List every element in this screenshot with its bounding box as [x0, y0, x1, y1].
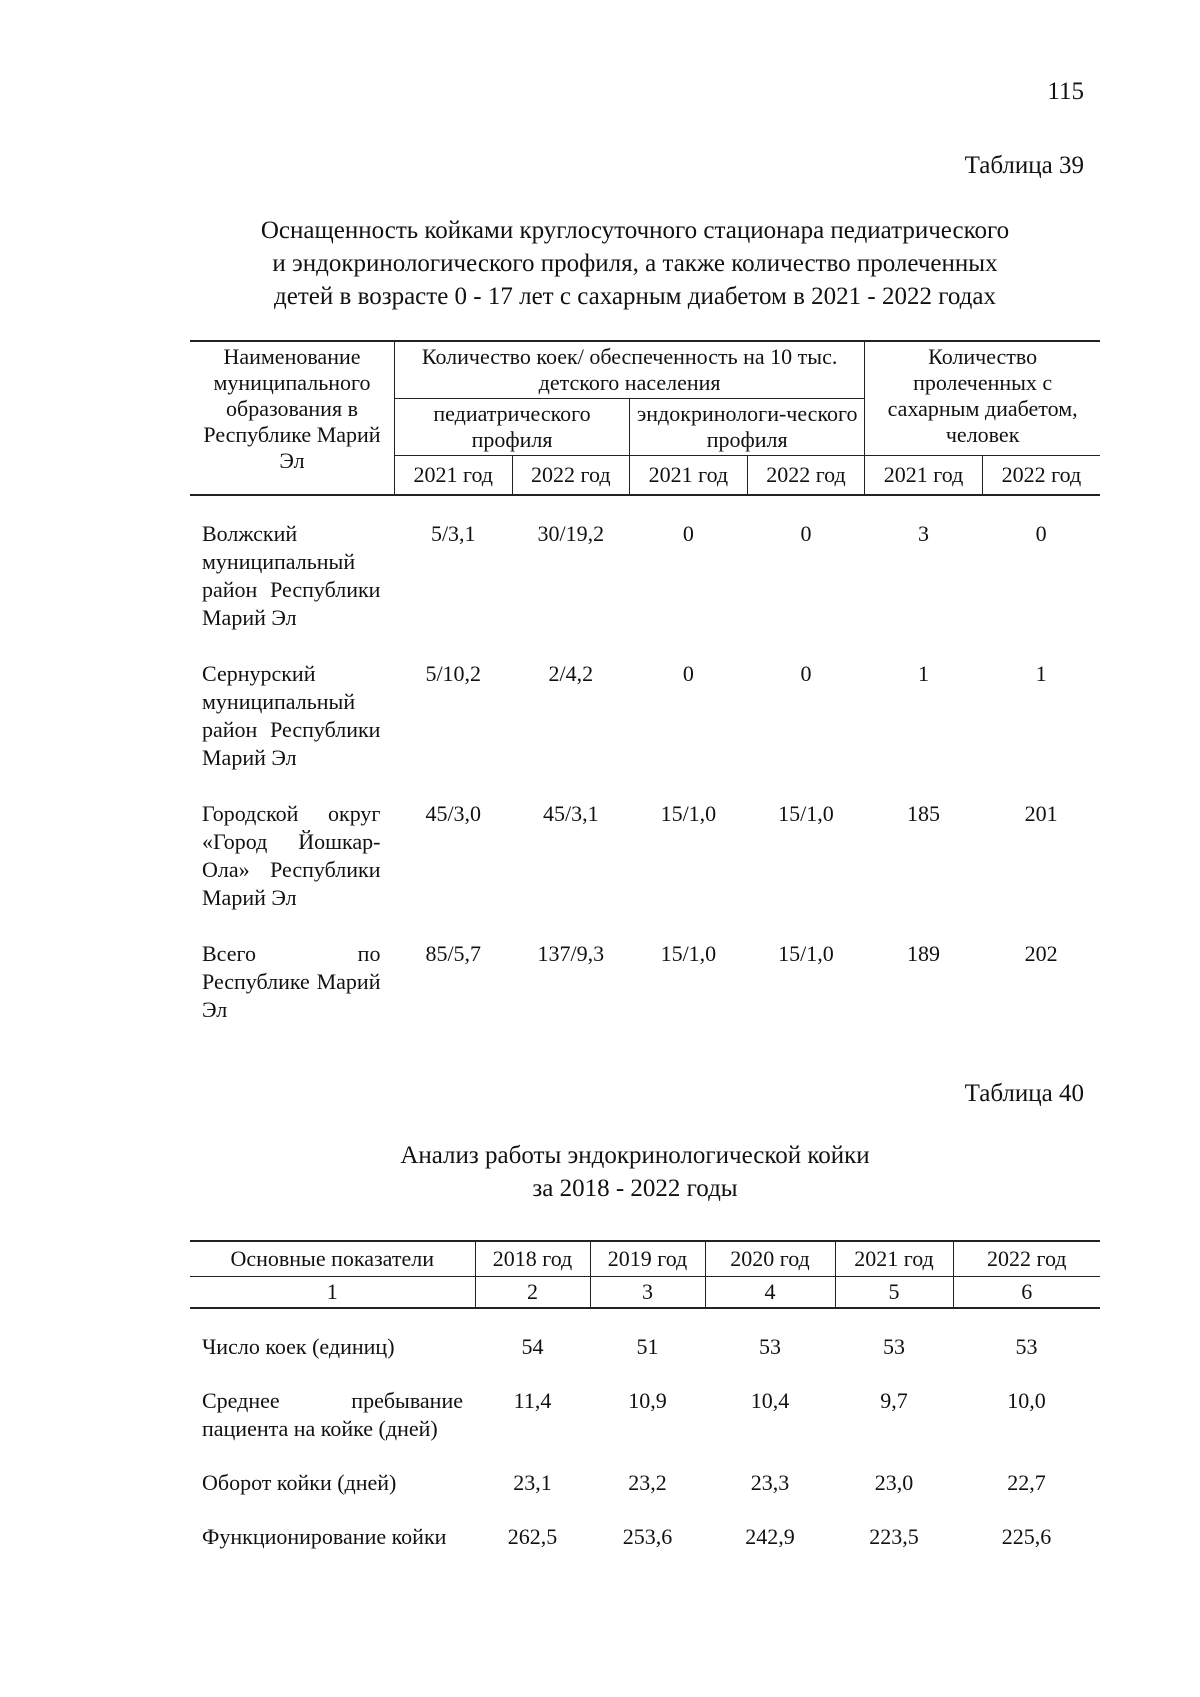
cell-value: 242,9 — [745, 1524, 795, 1549]
column-number: 2 — [475, 1277, 590, 1309]
cell-value: 15/1,0 — [778, 801, 834, 826]
table-39-title-line: и эндокринологического профиля, а также количество пролеченных — [272, 250, 998, 277]
cell-value: 54 — [521, 1334, 544, 1359]
cell-value: 2/4,2 — [548, 661, 594, 686]
cell-value: 0 — [682, 661, 694, 686]
cell-value: 51 — [636, 1334, 659, 1359]
cell-value: 15/1,0 — [778, 941, 834, 966]
row-name: Оборот койки (дней) — [202, 1470, 397, 1495]
cell-value: 5/3,1 — [430, 521, 476, 546]
cell-value: 23,1 — [513, 1470, 552, 1495]
cell-value: 1 — [918, 661, 930, 686]
header-year: 2020 год — [705, 1241, 835, 1277]
row-name: Сернурский муниципальный район Республики Марий Эл — [202, 661, 381, 770]
cell-value: 85/5,7 — [425, 941, 482, 966]
cell-value: 0 — [800, 521, 812, 546]
header-year: 2021 год — [394, 456, 512, 496]
row-name: Число коек (единиц) — [202, 1334, 395, 1359]
cell-value: 223,5 — [869, 1524, 919, 1549]
column-number: 4 — [705, 1277, 835, 1309]
header-pediatric-profile: педиатрического профиля — [394, 399, 629, 456]
cell-value: 10,4 — [750, 1388, 790, 1413]
table-row — [190, 1387, 1100, 1469]
table-row-total — [190, 940, 1100, 1052]
header-bed-count: Количество коек/ обеспеченность на 10 тыс. детского населения — [394, 341, 864, 399]
cell-value: 15/1,0 — [660, 941, 717, 966]
cell-value: 53 — [1015, 1334, 1038, 1359]
table-39-title-line: детей в возрасте 0 - 17 лет с сахарным диабетом в 2021 - 2022 годах — [274, 283, 996, 310]
row-name: Городской округ «Город Йошкар-Ола» Республики Марий Эл — [202, 801, 381, 910]
header-year: 2022 год — [953, 1241, 1100, 1277]
cell-value: 0 — [1035, 521, 1047, 546]
header-treated-count: Количество пролеченных с сахарным диабетом, человек — [865, 341, 1100, 456]
table-39-title-line: Оснащенность койками круглосуточного стационара педиатрического — [260, 217, 1010, 244]
cell-value: 23,2 — [628, 1470, 667, 1495]
table-40-title-line: Анализ работы эндокринологической койки — [400, 1142, 870, 1169]
table-39-label: Таблица 39 — [964, 152, 1084, 179]
header-year: 2018 год — [475, 1241, 590, 1277]
table-40-label: Таблица 40 — [964, 1080, 1084, 1107]
cell-value: 53 — [759, 1334, 781, 1359]
header-year: 2021 год — [835, 1241, 953, 1277]
table-40-title-line: за 2018 - 2022 годы — [532, 1175, 738, 1202]
cell-value: 15/1,0 — [660, 801, 717, 826]
header-year: 2021 год — [630, 456, 748, 496]
header-year: 2021 год — [865, 456, 983, 496]
cell-value: 189 — [907, 941, 941, 966]
table-39 — [190, 340, 1100, 1052]
header-municipality: Наименование муниципального образования в Республике Марий Эл — [190, 341, 394, 495]
header-indicators: Основные показатели — [190, 1241, 475, 1277]
cell-value: 201 — [1024, 801, 1058, 826]
table-row — [190, 660, 1100, 800]
table-row — [190, 800, 1100, 940]
table-row — [190, 1333, 1100, 1387]
cell-value: 0 — [682, 521, 694, 546]
cell-value: 23,0 — [874, 1470, 914, 1495]
table-row — [190, 1523, 1100, 1577]
cell-value: 45/3,0 — [425, 801, 482, 826]
cell-value: 11,4 — [513, 1388, 552, 1413]
cell-value: 225,6 — [1001, 1524, 1052, 1549]
header-endocrine-profile: эндокринологи-ческого профиля — [630, 399, 865, 456]
header-year: 2022 год — [982, 456, 1100, 496]
header-year: 2022 год — [512, 456, 630, 496]
cell-value: 23,3 — [750, 1470, 790, 1495]
cell-value: 5/10,2 — [425, 661, 482, 686]
row-name: Среднее пребывание пациента на койке (дней) — [202, 1388, 463, 1441]
row-name: Всего по Республике Марий Эл — [202, 941, 381, 1022]
cell-value: 1 — [1035, 661, 1047, 686]
column-number: 6 — [953, 1277, 1100, 1309]
cell-value: 3 — [918, 521, 930, 546]
row-name: Функционирование койки — [202, 1524, 447, 1549]
cell-value: 22,7 — [1007, 1470, 1046, 1495]
row-name: Волжский муниципальный район Республики Марий Эл — [202, 521, 381, 630]
cell-value: 137/9,3 — [537, 941, 605, 966]
cell-value: 9,7 — [880, 1388, 908, 1413]
table-39-title — [190, 214, 1080, 313]
cell-value: 53 — [883, 1334, 905, 1359]
table-row — [190, 1469, 1100, 1523]
cell-value: 0 — [800, 661, 812, 686]
cell-value: 10,9 — [628, 1388, 667, 1413]
page-number: 115 — [1047, 78, 1084, 105]
header-year: 2022 год — [747, 456, 865, 496]
column-number: 1 — [190, 1277, 475, 1309]
cell-value: 45/3,1 — [543, 801, 599, 826]
table-40 — [190, 1240, 1100, 1577]
column-number: 3 — [590, 1277, 705, 1309]
cell-value: 262,5 — [507, 1524, 558, 1549]
cell-value: 10,0 — [1007, 1388, 1046, 1413]
cell-value: 30/19,2 — [537, 521, 605, 546]
table-row — [190, 520, 1100, 660]
column-number: 5 — [835, 1277, 953, 1309]
cell-value: 253,6 — [622, 1524, 673, 1549]
header-year: 2019 год — [590, 1241, 705, 1277]
cell-value: 185 — [907, 801, 941, 826]
cell-value: 202 — [1024, 941, 1058, 966]
table-40-title — [190, 1139, 1080, 1205]
